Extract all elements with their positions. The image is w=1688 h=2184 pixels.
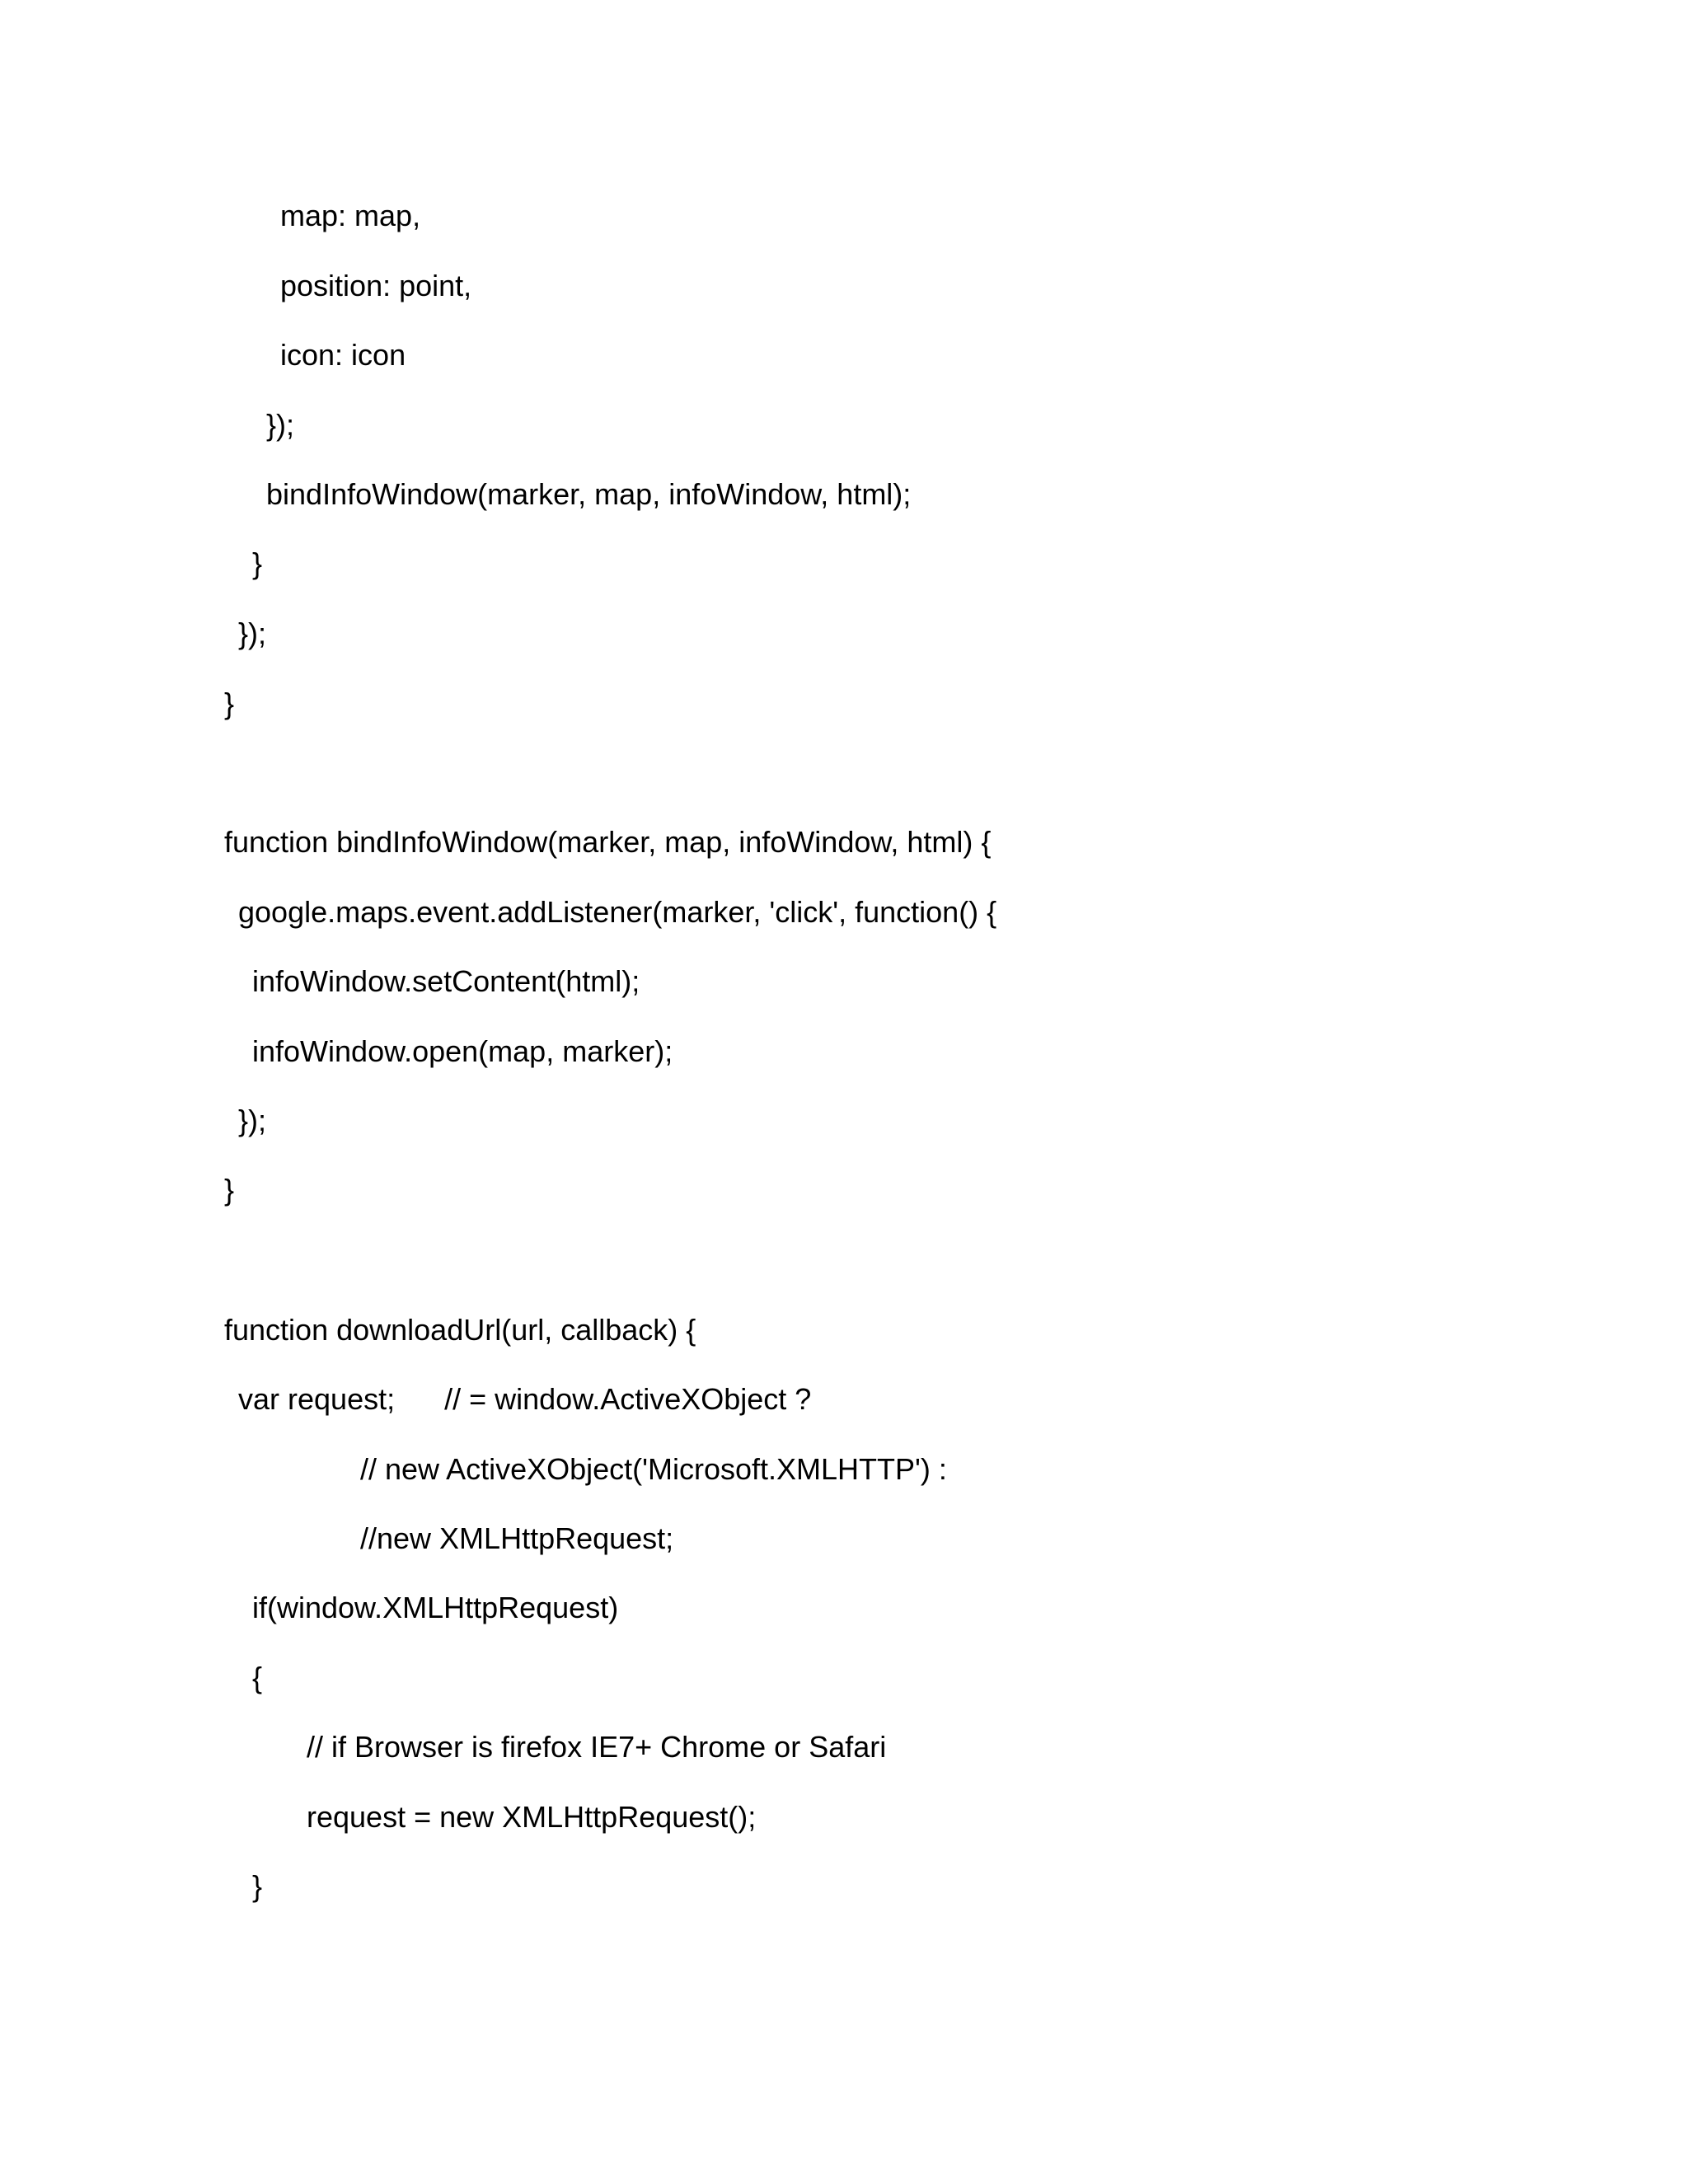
code-line: infoWindow.open(map, marker); xyxy=(252,1034,673,1068)
code-line: if(window.XMLHttpRequest) xyxy=(252,1591,619,1624)
code-line: function downloadUrl(url, callback) { xyxy=(224,1313,696,1347)
code-line: // new ActiveXObject('Microsoft.XMLHTTP') : xyxy=(360,1452,947,1486)
code-line: map: map, xyxy=(280,199,421,232)
code-line: icon: icon xyxy=(280,338,406,372)
code-line: { xyxy=(252,1661,263,1694)
code-line: infoWindow.setContent(html); xyxy=(252,964,640,998)
code-line: function bindInfoWindow(marker, map, infoWindow, html) { xyxy=(224,825,992,859)
code-line: } xyxy=(224,687,235,720)
code-line: request = new XMLHttpRequest(); xyxy=(307,1800,757,1834)
code-line: } xyxy=(224,1173,235,1207)
code-line: }); xyxy=(238,616,267,650)
code-line: position: point, xyxy=(280,269,472,302)
code-line: google.maps.event.addListener(marker, 'click', function() { xyxy=(238,895,997,929)
code-line: }); xyxy=(266,408,295,442)
code-line: var request; // = window.ActiveXObject ? xyxy=(238,1382,812,1416)
code-line: // if Browser is firefox IE7+ Chrome or Safari xyxy=(307,1730,887,1764)
code-line: } xyxy=(252,546,263,580)
code-line: //new XMLHttpRequest; xyxy=(360,1521,674,1555)
code-line: } xyxy=(252,1869,263,1903)
code-line: bindInfoWindow(marker, map, infoWindow, html); xyxy=(266,477,912,511)
code-line: }); xyxy=(238,1104,267,1137)
